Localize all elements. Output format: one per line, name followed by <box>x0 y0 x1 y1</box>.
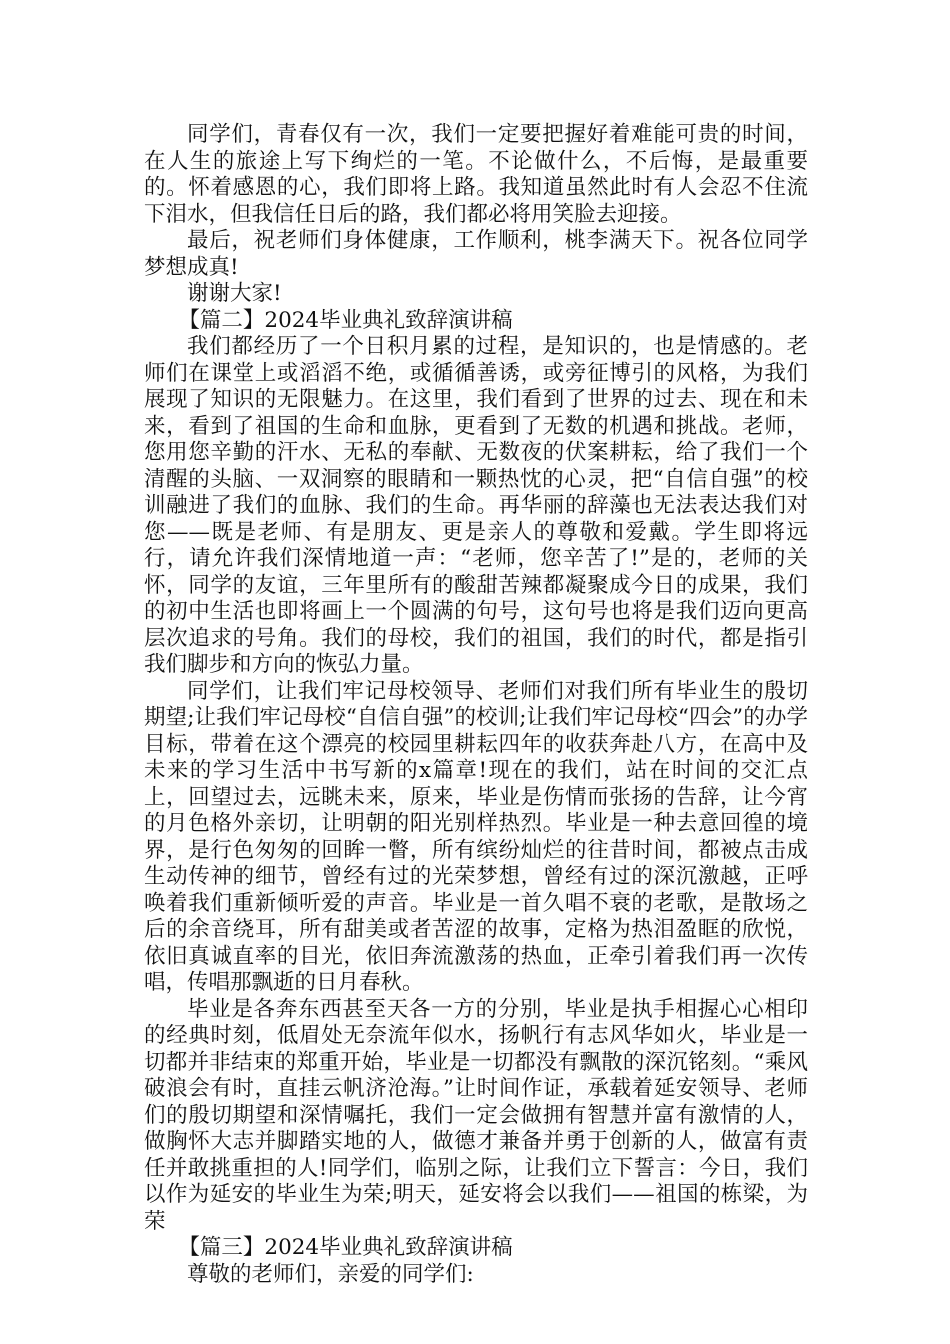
paragraph-remember-school: 同学们，让我们牢记母校领导、老师们对我们所有毕业生的殷切期望;让我们牢记母校“自信自强”的校训;让我们牢记母校“四会”的办学目标，带着在这个漂亮的校园里耕耘四年的收获奔赴八方，在高中及未来的学习生活中书写新的x篇章!现在的我们，站在时间的交汇点上，回望过去，远眺未来，原来，毕业是伤情而张扬的告辞，让今宵的月色格外亲切，让明朝的阳光别样热烈。毕业是一种去意回徨的境界，是行色匆匆的回眸一瞥，所有缤纷灿烂的往昔时间，都被点击成生动传神的细节，曾经有过的光荣梦想，曾经有过的深沉激越，正呼唤着我们重新倾听爱的声音。毕业是一首久唱不衰的老歌，是散场之后的余音绕耳，所有甜美或者苦涩的故事，定格为热泪盈眶的欣悦，依旧真诚直率的目光，依旧奔流激荡的热血，正牵引着我们再一次传唱，传唱那飘逝的日月春秋。 <box>144 678 808 995</box>
paragraph-thanks: 谢谢大家! <box>187 281 282 306</box>
document-body <box>144 122 808 1288</box>
paragraph-teachers: 我们都经历了一个日积月累的过程，是知识的，也是情感的。老师们在课堂上或滔滔不绝，或循循善诱，或旁征博引的风格，为我们展现了知识的无限魅力。在这里，我们看到了世界的过去、现在和未来，看到了祖国的生命和血脉，更看到了无数的机遇和挑战。老师，您用您辛勤的汗水、无私的奉献、无数夜的伏案耕耘，给了我们一个清醒的头脑、一双洞察的眼睛和一颗热忱的心灵，把“自信自强”的校训融进了我们的血脉、我们的生命。再华丽的辞藻也无法表达我们对您——既是老师、有是朋友、更是亲人的尊敬和爱戴。学生即将远行，请允许我们深情地道一声：“老师，您辛苦了!”是的，老师的关怀，同学的友谊，三年里所有的酸甜苦辣都凝聚成今日的成果，我们的初中生活也即将画上一个圆满的句号，这句号也将是我们迈向更高层次追求的号角。我们的母校，我们的祖国，我们的时代，都是指引我们脚步和方向的恢弘力量。 <box>144 334 808 677</box>
paragraph-closing-youth: 同学们，青春仅有一次，我们一定要把握好着难能可贵的时间，在人生的旅途上写下绚烂的一笔。不论做什么，不后悔，是最重要的。怀着感恩的心，我们即将上路。我知道虽然此时有人会忍不住流下泪水，但我信任日后的路，我们都必将用笑脸去迎接。 <box>144 122 808 227</box>
paragraph-graduation-farewell: 毕业是各奔东西甚至天各一方的分别，毕业是执手相握心心相印的经典时刻，低眉处无奈流年似水，扬帆行有志风华如火，毕业是一切都并非结束的郑重开始，毕业是一切都没有飘散的深沉铭刻。“乘风破浪会有时，直挂云帆济沧海。”让时间作证，承载着延安领导、老师们的殷切期望和深情嘱托，我们一定会做拥有智慧并富有激情的人，做胸怀大志并脚踏实地的人，做德才兼备并勇于创新的人，做富有责任并敢挑重担的人!同学们，临别之际，让我们立下誓言：今日，我们以作为延安的毕业生为荣;明天，延安将会以我们——祖国的栋梁，为荣 <box>144 996 808 1234</box>
paragraph-greeting: 尊敬的老师们，亲爱的同学们: <box>187 1261 474 1287</box>
section-heading-part-three: 【篇三】2024毕业典礼致辞演讲稿 <box>178 1235 513 1260</box>
section-heading-part-two: 【篇二】2024毕业典礼致辞演讲稿 <box>178 307 513 333</box>
paragraph-wishes: 最后，祝老师们身体健康，工作顺利，桃李满天下。祝各位同学梦想成真! <box>144 228 808 280</box>
